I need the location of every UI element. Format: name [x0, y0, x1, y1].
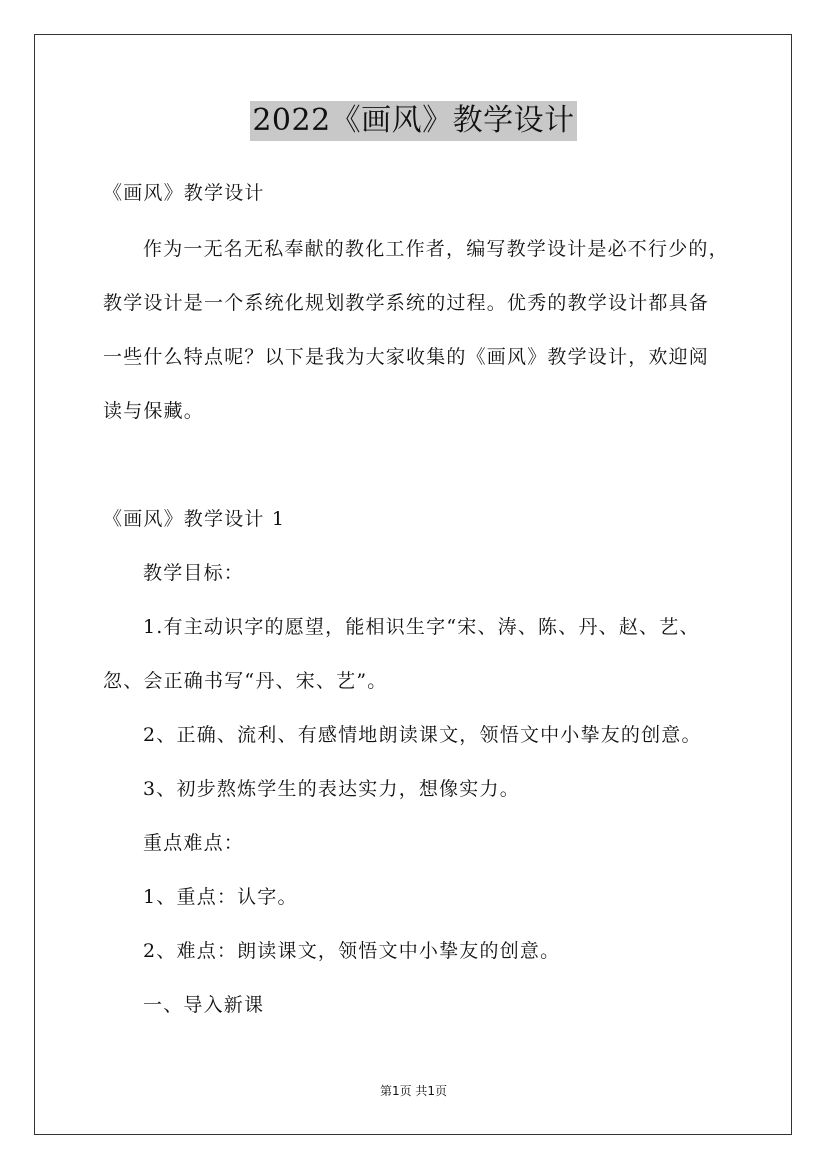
step-1-heading: 一、导入新课	[143, 994, 265, 1016]
key-point-2: 2、难点：朗读课文，领悟文中小挚友的创意。	[143, 940, 561, 962]
goal-3: 3、初步熬炼学生的表达实力，想像实力。	[143, 778, 520, 800]
goal-1-line-1: 1.有主动识字的愿望，能相识生字“宋、涛、陈、丹、赵、艺、	[143, 616, 700, 638]
intro-line-3: 一些什么特点呢？以下是我为大家收集的《画风》教学设计，欢迎阅	[103, 346, 710, 368]
key-point-1: 1、重点：认字。	[143, 886, 298, 908]
intro-heading: 《画风》教学设计	[103, 182, 265, 204]
goal-2: 2、正确、流利、有感情地朗读课文，领悟文中小挚友的创意。	[143, 724, 702, 746]
document-title-wrap	[0, 101, 827, 141]
goals-label: 教学目标：	[143, 562, 245, 584]
page-footer: 第1页 共1页	[379, 1084, 448, 1098]
intro-line-2: 教学设计是一个系统化规划教学系统的过程。优秀的教学设计都具备	[103, 292, 710, 314]
section1-heading: 《画风》教学设计 1	[103, 508, 286, 530]
intro-line-1: 作为一无名无私奉献的教化工作者，编写教学设计是必不行少的，	[143, 238, 729, 260]
goal-1-line-2: 忽、会正确书写“丹、宋、艺”。	[103, 670, 388, 692]
document-title: 2022《画风》教学设计	[250, 101, 576, 141]
key-label: 重点难点：	[143, 832, 245, 854]
intro-line-4: 读与保藏。	[103, 400, 205, 422]
